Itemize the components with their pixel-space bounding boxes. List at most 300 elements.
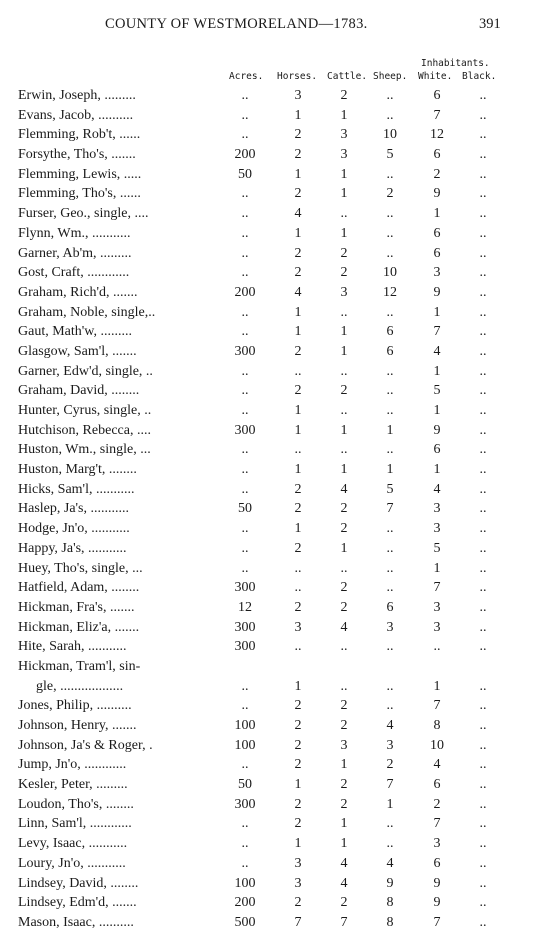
row-name: Haslep, Ja's, ........... — [18, 501, 130, 517]
table-row — [0, 775, 535, 795]
table-row — [0, 184, 535, 204]
table-row — [0, 381, 535, 401]
table-row — [0, 736, 535, 756]
black-cell: .. — [479, 599, 487, 615]
sheep-cell: .. — [386, 521, 394, 537]
white-cell: 2 — [433, 166, 441, 182]
cattle-cell: 4 — [340, 875, 348, 891]
black-cell: .. — [479, 777, 487, 793]
horses-cell: 2 — [294, 599, 302, 615]
white-cell: 9 — [433, 422, 441, 438]
cattle-cell: 2 — [340, 521, 348, 537]
cattle-cell: 1 — [340, 540, 348, 556]
row-name: Graham, Rich'd, ....... — [18, 284, 138, 300]
sheep-cell: 5 — [386, 481, 394, 497]
white-cell: 9 — [433, 895, 441, 911]
white-cell: .. — [433, 639, 441, 655]
acres-cell: .. — [241, 855, 249, 871]
acres-header: Acres. — [229, 71, 264, 82]
acres-cell: 200 — [234, 284, 256, 300]
table-row — [0, 480, 535, 500]
black-cell: .. — [479, 580, 487, 596]
cattle-cell: 4 — [340, 481, 348, 497]
page-number: 391 — [479, 16, 501, 32]
horses-cell: 1 — [294, 836, 302, 852]
table-row — [0, 657, 535, 677]
cattle-cell: 2 — [340, 265, 348, 281]
horses-cell: 3 — [294, 875, 302, 891]
table-row — [0, 165, 535, 185]
black-cell: .. — [479, 245, 487, 261]
cattle-cell: 3 — [340, 147, 348, 163]
sheep-cell: .. — [386, 363, 394, 379]
white-cell: 9 — [433, 186, 441, 202]
row-name: Lindsey, Edm'd, ....... — [18, 895, 137, 911]
acres-cell: .. — [241, 403, 249, 418]
table-row — [0, 519, 535, 539]
acres-cell: 100 — [234, 875, 256, 891]
acres-cell: 12 — [238, 599, 252, 615]
horses-cell: 2 — [294, 343, 302, 359]
black-cell: .. — [479, 225, 487, 241]
white-cell: 4 — [433, 343, 441, 359]
row-name: Johnson, Henry, ....... — [18, 718, 137, 733]
sheep-cell: .. — [386, 580, 394, 596]
black-cell: .. — [479, 737, 487, 753]
horses-cell: .. — [294, 580, 302, 596]
row-name: Hickman, Fra's, ....... — [18, 599, 135, 615]
cattle-cell: 1 — [340, 462, 348, 478]
table-row — [0, 539, 535, 559]
cattle-cell: .. — [340, 403, 348, 418]
acres-cell: .. — [241, 304, 249, 320]
table-row — [0, 893, 535, 913]
acres-cell: .. — [241, 265, 249, 281]
sheep-cell: .. — [386, 88, 394, 103]
row-name: Loudon, Tho's, ........ — [18, 796, 134, 812]
cattle-cell: 2 — [340, 718, 348, 733]
row-name: Furser, Geo., single, .... — [18, 206, 149, 222]
acres-cell: .. — [241, 206, 249, 222]
acres-cell: .. — [241, 363, 249, 379]
sheep-cell: 8 — [386, 895, 394, 911]
sheep-cell: .. — [386, 107, 394, 123]
black-cell: .. — [479, 560, 487, 576]
acres-cell: .. — [241, 816, 249, 832]
white-cell: 6 — [433, 442, 441, 458]
sheep-cell: 9 — [386, 875, 394, 891]
table-row — [0, 125, 535, 145]
white-cell: 7 — [433, 816, 441, 832]
acres-cell: 500 — [234, 914, 256, 930]
table-row — [0, 913, 535, 933]
horses-cell: 1 — [294, 166, 302, 182]
row-name: Huston, Wm., single, ... — [18, 442, 151, 458]
horses-cell: 1 — [294, 777, 302, 793]
acres-cell: .. — [241, 540, 249, 556]
cattle-cell: .. — [340, 560, 348, 576]
white-cell: 4 — [433, 481, 441, 497]
cattle-cell: 2 — [340, 796, 348, 812]
black-cell: .. — [479, 265, 487, 281]
black-cell: .. — [479, 363, 487, 379]
sheep-cell: .. — [386, 225, 394, 241]
black-cell: .. — [479, 383, 487, 399]
table-row — [0, 342, 535, 362]
table-row — [0, 755, 535, 775]
row-name: Flemming, Tho's, ...... — [18, 186, 141, 202]
acres-cell: 50 — [238, 166, 252, 182]
row-name: Hunter, Cyrus, single, .. — [18, 403, 152, 418]
sheep-cell: .. — [386, 383, 394, 399]
sheep-cell: 1 — [386, 422, 394, 438]
row-name: Hutchison, Rebecca, .... — [18, 422, 151, 438]
cattle-cell: 3 — [340, 737, 348, 753]
cattle-cell: .. — [340, 363, 348, 379]
sheep-cell: .. — [386, 540, 394, 556]
cattle-cell: 1 — [340, 836, 348, 852]
cattle-cell: 1 — [340, 225, 348, 241]
black-header: Black. — [462, 71, 497, 82]
acres-cell: .. — [241, 698, 249, 714]
sheep-cell: 10 — [383, 127, 397, 143]
cattle-cell: 3 — [340, 284, 348, 300]
cattle-cell: 1 — [340, 324, 348, 340]
white-cell: 1 — [433, 304, 441, 320]
black-cell: .. — [479, 718, 487, 733]
table-row — [0, 559, 535, 579]
horses-cell: 7 — [294, 914, 302, 930]
black-cell: .. — [479, 501, 487, 517]
cattle-cell: 2 — [340, 777, 348, 793]
row-name: Huey, Tho's, single, ... — [18, 560, 143, 576]
horses-cell: 1 — [294, 225, 302, 241]
row-name: Graham, Noble, single,.. — [18, 304, 156, 320]
cattle-cell: 2 — [340, 599, 348, 615]
black-cell: .. — [479, 88, 487, 103]
sheep-cell: .. — [386, 245, 394, 261]
horses-cell: 2 — [294, 757, 302, 773]
row-name: Garner, Ab'm, ......... — [18, 245, 132, 261]
sheep-cell: 7 — [386, 501, 394, 517]
table-row — [0, 814, 535, 834]
row-name: Garner, Edw'd, single, .. — [18, 363, 153, 379]
black-cell: .. — [479, 284, 487, 300]
acres-cell: 50 — [238, 777, 252, 793]
acres-cell: .. — [241, 481, 249, 497]
acres-cell: .. — [241, 127, 249, 143]
white-cell: 1 — [433, 678, 441, 694]
cattle-cell: .. — [340, 206, 348, 222]
horses-cell: 3 — [294, 619, 302, 635]
white-cell: 9 — [433, 875, 441, 891]
sheep-cell: 3 — [386, 619, 394, 635]
row-name: Hite, Sarah, ........... — [18, 639, 127, 655]
table-row — [0, 440, 535, 460]
table-row — [0, 854, 535, 874]
black-cell: .. — [479, 343, 487, 359]
sheep-cell: .. — [386, 442, 394, 458]
horses-cell: 2 — [294, 540, 302, 556]
acres-cell: 50 — [238, 501, 252, 517]
black-cell: .. — [479, 186, 487, 202]
black-cell: .. — [479, 206, 487, 222]
table-row — [0, 499, 535, 519]
horses-cell: 2 — [294, 127, 302, 143]
white-cell: 3 — [433, 599, 441, 615]
white-cell: 1 — [433, 403, 441, 418]
row-name: Hickman, Tram'l, sin- — [18, 658, 141, 674]
horses-cell: 2 — [294, 481, 302, 497]
white-cell: 7 — [433, 324, 441, 340]
acres-cell: .. — [241, 836, 249, 852]
row-name: Kesler, Peter, ......... — [18, 777, 128, 793]
sheep-cell: .. — [386, 678, 394, 694]
row-name: Johnson, Ja's & Roger, . — [18, 737, 153, 753]
black-cell: .. — [479, 855, 487, 871]
table-row — [0, 106, 535, 126]
sheep-cell: 7 — [386, 777, 394, 793]
white-cell: 4 — [433, 757, 441, 773]
black-cell: .. — [479, 166, 487, 182]
cattle-cell: 2 — [340, 580, 348, 596]
acres-cell: 300 — [234, 619, 256, 635]
acres-cell: 100 — [234, 737, 256, 753]
sheep-cell: .. — [386, 639, 394, 655]
sheep-cell: .. — [386, 403, 394, 418]
black-cell: .. — [479, 678, 487, 694]
white-cell: 3 — [433, 521, 441, 537]
horses-cell: 2 — [294, 718, 302, 733]
row-name: gle, .................. — [36, 678, 124, 694]
row-name: Erwin, Joseph, ......... — [18, 88, 136, 103]
black-cell: .. — [479, 462, 487, 478]
cattle-cell: 7 — [340, 914, 348, 930]
white-cell: 6 — [433, 88, 441, 103]
table-row — [0, 834, 535, 854]
acres-cell: 300 — [234, 343, 256, 359]
census-table — [0, 86, 535, 933]
horses-cell: 4 — [294, 284, 302, 300]
sheep-cell: 2 — [386, 186, 394, 202]
acres-cell: .. — [241, 383, 249, 399]
row-name: Forsythe, Tho's, ....... — [18, 147, 136, 163]
sheep-cell: 1 — [386, 796, 394, 812]
row-name: Gost, Craft, ............ — [18, 265, 130, 281]
row-name: Gaut, Math'w, ......... — [18, 324, 132, 340]
cattle-cell: .. — [340, 304, 348, 320]
acres-cell: 200 — [234, 147, 256, 163]
black-cell: .. — [479, 816, 487, 832]
horses-cell: 2 — [294, 895, 302, 911]
horses-cell: 2 — [294, 816, 302, 832]
row-name: Evans, Jacob, .......... — [18, 107, 134, 123]
sheep-cell: 8 — [386, 914, 394, 930]
white-cell: 7 — [433, 698, 441, 714]
black-cell: .. — [479, 540, 487, 556]
table-row — [0, 204, 535, 224]
cattle-cell: 2 — [340, 383, 348, 399]
sheep-cell: 6 — [386, 324, 394, 340]
black-cell: .. — [479, 442, 487, 458]
row-name: Jones, Philip, .......... — [18, 698, 132, 714]
black-cell: .. — [479, 127, 487, 143]
black-cell: .. — [479, 796, 487, 812]
row-name: Flynn, Wm., ........... — [18, 225, 131, 241]
horses-cell: .. — [294, 442, 302, 458]
table-row — [0, 224, 535, 244]
horses-cell: 1 — [294, 422, 302, 438]
acres-cell: .. — [241, 678, 249, 694]
horses-cell: 1 — [294, 304, 302, 320]
row-name: Jump, Jn'o, ............ — [18, 757, 127, 773]
horses-cell: 3 — [294, 88, 302, 103]
acres-cell: .. — [241, 245, 249, 261]
cattle-cell: 4 — [340, 619, 348, 635]
black-cell: .. — [479, 895, 487, 911]
acres-cell: .. — [241, 462, 249, 478]
cattle-cell: .. — [340, 442, 348, 458]
white-cell: 7 — [433, 914, 441, 930]
sheep-cell: 10 — [383, 265, 397, 281]
table-row — [0, 598, 535, 618]
white-cell: 5 — [433, 540, 441, 556]
sheep-cell: 3 — [386, 737, 394, 753]
sheep-cell: 2 — [386, 757, 394, 773]
cattle-cell: 1 — [340, 343, 348, 359]
horses-cell: 2 — [294, 796, 302, 812]
row-name: Hodge, Jn'o, ........... — [18, 521, 130, 537]
row-name: Linn, Sam'l, ............ — [18, 816, 132, 832]
white-cell: 8 — [433, 718, 441, 733]
cattle-cell: 1 — [340, 816, 348, 832]
cattle-cell: 2 — [340, 895, 348, 911]
white-cell: 6 — [433, 245, 441, 261]
horses-cell: 1 — [294, 462, 302, 478]
sheep-cell: .. — [386, 816, 394, 832]
acres-cell: .. — [241, 225, 249, 241]
black-cell: .. — [479, 836, 487, 852]
white-cell: 9 — [433, 284, 441, 300]
sheep-cell: 1 — [386, 462, 394, 478]
cattle-cell: .. — [340, 678, 348, 694]
horses-cell: 2 — [294, 698, 302, 714]
cattle-cell: 2 — [340, 698, 348, 714]
inhabitants-header: Inhabitants. — [421, 58, 490, 69]
white-cell: 12 — [430, 127, 444, 143]
cattle-cell: 3 — [340, 127, 348, 143]
sheep-cell: .. — [386, 698, 394, 714]
table-row — [0, 696, 535, 716]
cattle-cell: 2 — [340, 501, 348, 517]
row-name: Flemming, Lewis, ..... — [18, 166, 142, 182]
row-name: Lindsey, David, ........ — [18, 875, 139, 891]
table-row — [0, 716, 535, 736]
white-cell: 6 — [433, 147, 441, 163]
row-name: Hicks, Sam'l, ........... — [18, 481, 135, 497]
horses-cell: 2 — [294, 186, 302, 202]
white-cell: 6 — [433, 225, 441, 241]
row-name: Flemming, Rob't, ...... — [18, 127, 141, 143]
black-cell: .. — [479, 875, 487, 891]
sheep-cell: 12 — [383, 284, 397, 300]
black-cell: .. — [479, 422, 487, 438]
sheep-header: Sheep. — [373, 71, 408, 82]
acres-cell: 300 — [234, 639, 256, 655]
horses-cell: 1 — [294, 678, 302, 694]
page-header — [0, 16, 535, 36]
acres-cell: .. — [241, 560, 249, 576]
acres-cell: 300 — [234, 580, 256, 596]
table-row — [0, 618, 535, 638]
table-row — [0, 263, 535, 283]
horses-cell: .. — [294, 363, 302, 379]
row-name: Mason, Isaac, .......... — [18, 914, 134, 930]
horses-cell: 2 — [294, 147, 302, 163]
cattle-cell: 1 — [340, 107, 348, 123]
acres-cell: 300 — [234, 796, 256, 812]
table-row — [0, 795, 535, 815]
table-row — [0, 322, 535, 342]
white-cell: 1 — [433, 206, 441, 222]
acres-cell: .. — [241, 442, 249, 458]
page-title: COUNTY OF WESTMORELAND—1783. — [105, 16, 368, 32]
black-cell: .. — [479, 107, 487, 123]
black-cell: .. — [479, 698, 487, 714]
acres-cell: .. — [241, 324, 249, 340]
horses-cell: 1 — [294, 521, 302, 537]
black-cell: .. — [479, 521, 487, 537]
sheep-cell: .. — [386, 206, 394, 222]
white-cell: 1 — [433, 560, 441, 576]
white-cell: 5 — [433, 383, 441, 399]
row-name: Levy, Isaac, ........... — [18, 836, 128, 852]
white-cell: 3 — [433, 501, 441, 517]
table-row — [0, 578, 535, 598]
sheep-cell: .. — [386, 560, 394, 576]
white-cell: 3 — [433, 836, 441, 852]
horses-cell: 2 — [294, 265, 302, 281]
horses-cell: .. — [294, 639, 302, 655]
white-cell: 3 — [433, 619, 441, 635]
row-name: Glasgow, Sam'l, ....... — [18, 343, 137, 359]
table-row — [0, 421, 535, 441]
table-row — [0, 145, 535, 165]
acres-cell: 300 — [234, 422, 256, 438]
cattle-cell: 1 — [340, 166, 348, 182]
row-name: Loury, Jn'o, ........... — [18, 855, 126, 871]
table-row — [0, 303, 535, 323]
table-row — [0, 874, 535, 894]
black-cell: .. — [479, 403, 487, 418]
table-row — [0, 677, 535, 697]
black-cell: .. — [479, 304, 487, 320]
table-row — [0, 637, 535, 657]
horses-header: Horses. — [277, 71, 318, 82]
cattle-cell: 1 — [340, 422, 348, 438]
horses-cell: 1 — [294, 324, 302, 340]
sheep-cell: .. — [386, 836, 394, 852]
white-cell: 1 — [433, 462, 441, 478]
row-name: Happy, Ja's, ........... — [18, 540, 127, 556]
sheep-cell: 6 — [386, 599, 394, 615]
black-cell: .. — [479, 914, 487, 930]
cattle-cell: 1 — [340, 757, 348, 773]
horses-cell: 3 — [294, 855, 302, 871]
row-name: Hickman, Eliz'a, ....... — [18, 619, 140, 635]
black-cell: .. — [479, 324, 487, 340]
horses-cell: 2 — [294, 245, 302, 261]
